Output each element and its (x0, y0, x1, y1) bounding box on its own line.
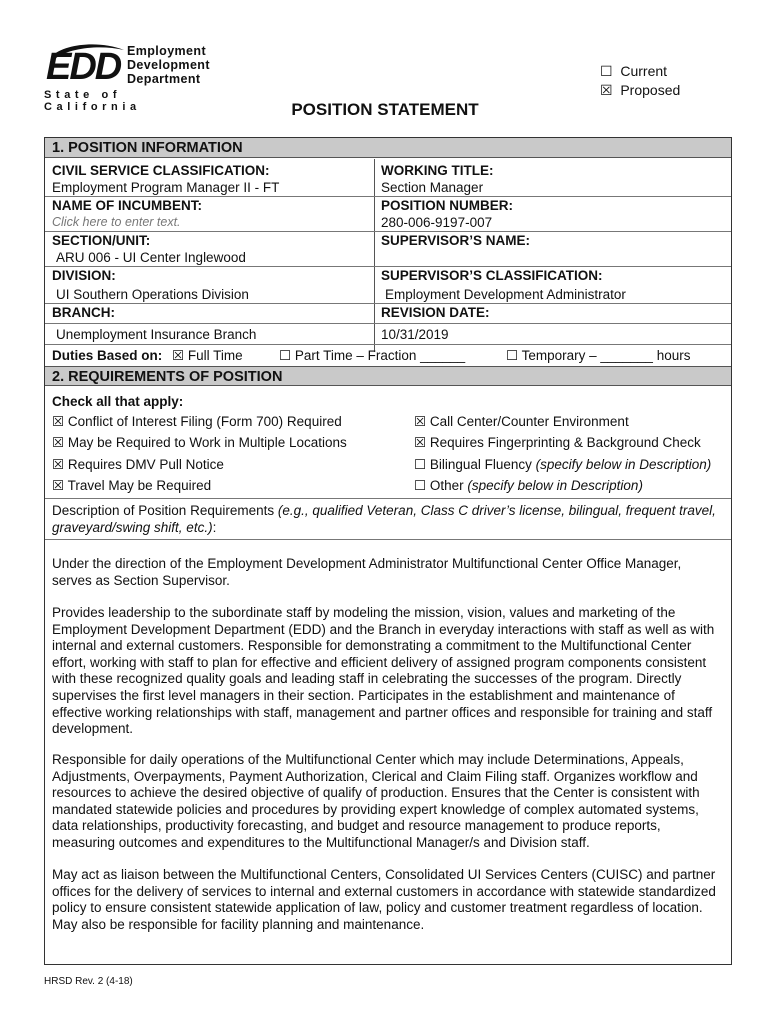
position-number-label: POSITION NUMBER: (381, 198, 514, 213)
supervisor-name-field[interactable] (381, 249, 721, 264)
civil-service-field[interactable]: Employment Program Manager II - FT (52, 180, 280, 195)
row-division-values (45, 286, 731, 304)
req-bilingual-note: (specify below in Description) (535, 457, 712, 472)
divider (45, 498, 731, 499)
statement-status (600, 62, 680, 100)
row-section-values (45, 249, 731, 267)
logo-line-1: Employment (127, 44, 207, 58)
page-title: POSITION STATEMENT (291, 100, 479, 119)
section-unit-label: SECTION/UNIT: (52, 233, 151, 248)
desc-suffix: : (212, 519, 217, 535)
proposed-label: Proposed (620, 82, 681, 98)
description-paragraph-2: Provides leadership to the subordinate staff by modeling the mission, vision, values and marketing of the Employment Development Department (EDD) and the Branch in everyday interactions with staff as well as with internal and external customers. Responsible for demonstrating a commitment to the Multifunctional Center effort, working with staff to plan for effective and efficient delivery of assigned program components consistent with these recognized quality goals and leading staff in celebrating the successes of the program. Directly supervises the first level managers in their section. Participates in the establishment and maintenance of effective working relationships with staff, management and partner offices and responsible for training and staff development. (52, 605, 715, 737)
full-time-checkbox[interactable]: ☒ Full Time (172, 348, 243, 363)
edd-logo (44, 42, 214, 113)
incumbent-label: NAME OF INCUMBENT: (52, 198, 202, 213)
working-title-label: WORKING TITLE: (381, 163, 494, 178)
division-label: DIVISION: (52, 268, 116, 283)
requirements-description-label (52, 503, 724, 536)
req-bilingual-label: ☐ Bilingual Fluency (414, 457, 536, 472)
supervisor-name-label: SUPERVISOR’S NAME: (381, 233, 531, 248)
logo-mark: EDD (46, 46, 121, 88)
incumbent-field[interactable]: Click here to enter text. (52, 215, 181, 229)
logo-state: State of California (44, 89, 141, 113)
req-fingerprinting[interactable] (414, 435, 701, 451)
current-checkbox[interactable]: ☐ (600, 63, 613, 79)
req-other-note: (specify below in Description) (467, 478, 643, 493)
current-label: Current (620, 63, 668, 79)
row-branch-values (45, 326, 731, 344)
row-civil-values (45, 179, 731, 197)
part-time-checkbox[interactable]: ☐ Part Time – Fraction ______ (279, 348, 466, 363)
revision-date-label: REVISION DATE: (381, 305, 490, 320)
supervisor-class-label: SUPERVISOR’S CLASSIFICATION: (381, 268, 603, 283)
duties-label: Duties Based on: (52, 348, 163, 363)
req-fingerprinting-label: ☒ Requires Fingerprinting & Background Check (414, 435, 701, 450)
req-call-center[interactable] (414, 414, 629, 430)
description-paragraph-1: Under the direction of the Employment Development Administrator Multifunctional Center Office Manager, serves as Section Supervisor. (52, 556, 682, 588)
status-proposed[interactable] (600, 81, 680, 100)
section-unit-field[interactable]: ARU 006 - UI Center Inglewood (56, 250, 246, 265)
logo-words (127, 44, 210, 86)
check-all-label: Check all that apply: (52, 394, 184, 409)
form-revision-footer: HRSD Rev. 2 (4-18) (44, 976, 133, 987)
description-paragraph-4: May act as liaison between the Multifunctional Centers, Consolidated UI Services Centers (CUISC) and partner offices for the delivery of services to internal and external customers in accordance with statewide standardized policy to ensure consistent statewide application of law, policy and customer treatment regardless of location. May also be responsible for facility planning and maintenance. (52, 867, 716, 932)
logo-line-2: Development (127, 58, 210, 72)
position-number-field[interactable]: 280-006-9197-007 (381, 215, 493, 230)
status-current[interactable] (600, 62, 680, 81)
working-title-field[interactable]: Section Manager (381, 180, 484, 195)
proposed-checkbox[interactable]: ☒ (600, 82, 613, 98)
row-division (45, 267, 731, 285)
divider (45, 323, 731, 324)
logo-line-3: Department (127, 72, 201, 86)
section-1-header: 1. POSITION INFORMATION (45, 138, 731, 158)
desc-prefix: Description of Position Requirements (52, 503, 278, 518)
desc-examples: (e.g., qualified Veteran, Class C driver’s license, bilingual, frequent travel, graveyard/swing shift, etc.) (52, 503, 716, 535)
civil-service-label: CIVIL SERVICE CLASSIFICATION: (52, 163, 270, 178)
req-call-center-label: ☒ Call Center/Counter Environment (414, 414, 629, 429)
req-other[interactable] (414, 478, 643, 494)
temporary-checkbox[interactable]: ☐ Temporary – _______ hours (506, 348, 691, 363)
row-incumbent (45, 197, 731, 215)
section-2-header: 2. REQUIREMENTS OF POSITION (45, 366, 731, 386)
revision-date-field[interactable]: 10/31/2019 (381, 327, 449, 342)
req-conflict-of-interest[interactable]: ☒ Conflict of Interest Filing (Form 700) Required (52, 414, 342, 429)
position-form (44, 137, 732, 965)
row-incumbent-values (45, 214, 731, 232)
req-other-label: ☐ Other (414, 478, 468, 493)
branch-label: BRANCH: (52, 305, 115, 320)
supervisor-class-field[interactable]: Employment Development Administrator (385, 287, 626, 302)
row-civil (45, 162, 731, 180)
division-field[interactable]: UI Southern Operations Division (56, 287, 249, 302)
req-multiple-locations[interactable]: ☒ May be Required to Work in Multiple Locations (52, 435, 347, 450)
req-travel[interactable]: ☒ Travel May be Required (52, 478, 212, 493)
row-duties (45, 347, 731, 365)
description-paragraph-3: Responsible for daily operations of the Multifunctional Center which may include Determinations, Appeals, Adjustments, Overpayments, Payment Authorization, Clerical and Claim Filing staff. Organizes workflow and resources to achieve the desired objective of qualify of production. Ensures that the Center is consistent with mandated statewide policies and procedures by providing expert knowledge of complex automated systems, data relationships, productivity forecasting, and budget and resource management to produce reports, measuring outcomes and expenditures to the Multifunctional Manager/s and Division staff. (52, 752, 700, 850)
row-section (45, 232, 731, 250)
branch-field[interactable]: Unemployment Insurance Branch (56, 327, 257, 342)
req-dmv-pull-notice[interactable]: ☒ Requires DMV Pull Notice (52, 457, 224, 472)
row-branch (45, 304, 731, 322)
divider (45, 539, 731, 540)
req-bilingual[interactable] (414, 457, 711, 473)
divider (45, 344, 731, 345)
